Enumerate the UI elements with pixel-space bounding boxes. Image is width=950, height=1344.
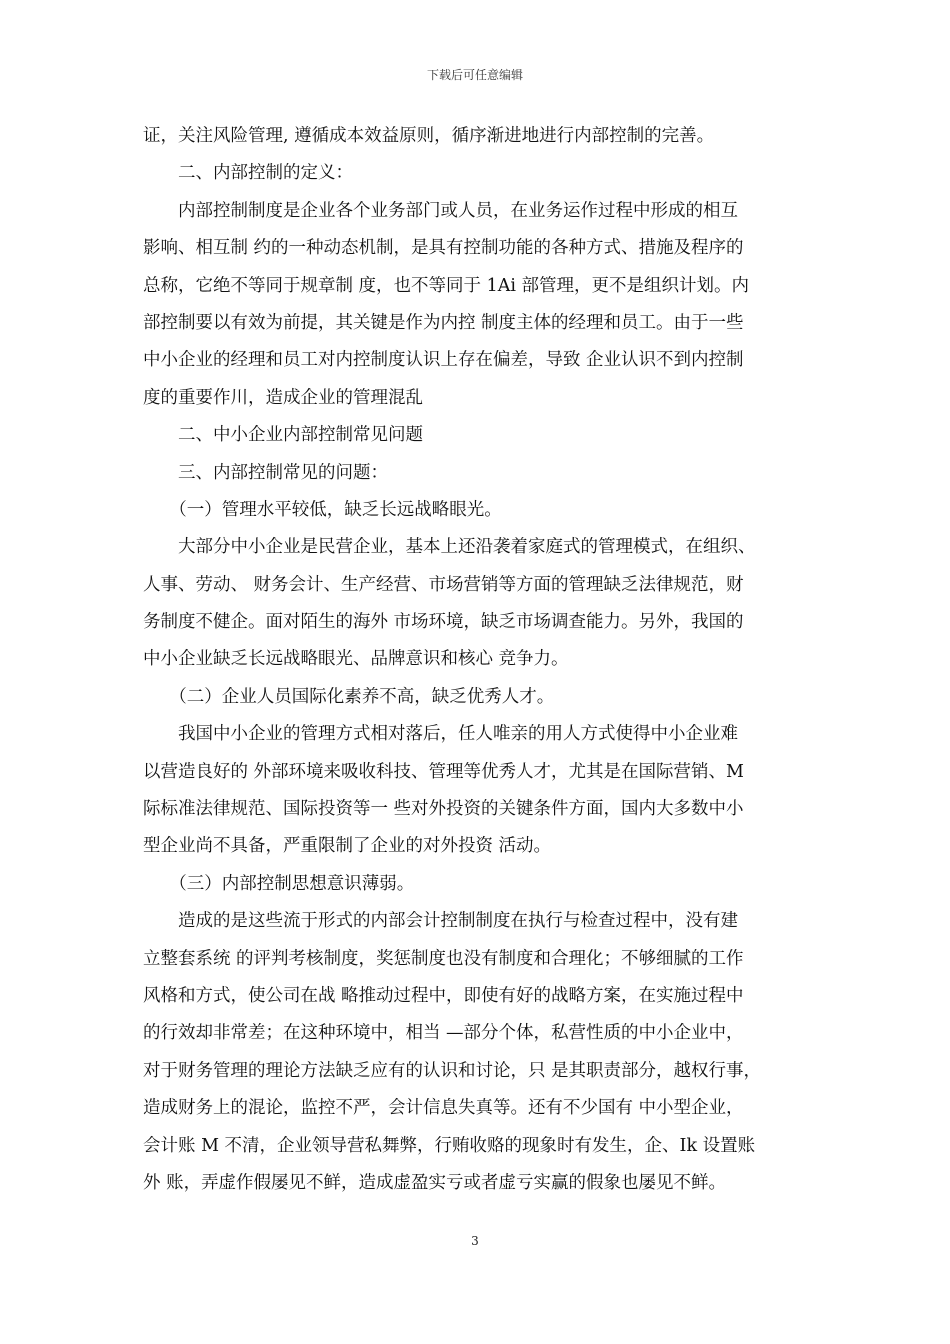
text-line: 总称，它绝不等同于规章制 度，也不等同于 1Ai 部管理，更不是组织计划。内 <box>143 275 750 296</box>
text-line: 内部控制制度是企业各个业务部门或人员，在业务运作过程中形成的相互 <box>143 200 738 221</box>
page-number: 3 <box>471 1234 479 1248</box>
text-line: 人事、劳动、 财务会计、生产经营、市场营销等方面的管理缺乏法律规范，财 <box>143 574 744 595</box>
text-line: 对于财务管理的理论方法缺乏应有的认识和讨论，只 是其职责部分，越权行事， <box>143 1060 762 1081</box>
text-line: 的行效却非常差；在这种环境中，相当 —部分个体，私营性质的中小企业中， <box>143 1023 744 1044</box>
text-line: 外 账，弄虚作假屡见不鲜，造成虚盈实亏或者虚亏实赢的假象也屡见不鲜。 <box>143 1172 727 1193</box>
text-line: 三、内部控制常见的问题： <box>143 462 388 483</box>
text-line: 证，关注风险管理, 遵循成本效益原则，循序渐进地进行内部控制的完善。 <box>143 126 715 146</box>
text-line: 务制度不健企。面对陌生的海外 市场环境，缺乏市场调查能力。另外，我国的 <box>143 612 744 633</box>
page-header: 下载后可任意编辑 <box>426 68 523 82</box>
text-line: 际标准法律规范、国际投资等一 些对外投资的关键条件方面，国内大多数中小 <box>143 799 744 820</box>
text-line: 立整套系统 的评判考核制度，奖惩制度也没有制度和合理化；不够细腻的工作 <box>143 948 744 969</box>
text-line: （二）企业人员国际化素养不高，缺乏优秀人才。 <box>143 686 555 707</box>
text-line: 我国中小企业的管理方式相对落后，任人唯亲的用人方式使得中小企业难 <box>143 724 738 745</box>
text-line: 以营造良好的 外部环境来吸收科技、管理等优秀人才，尤其是在国际营销、M <box>143 761 744 782</box>
text-line: 中小企业的经理和员工对内控制度认识上存在偏差，导致 企业认识不到内控制 <box>143 350 744 371</box>
text-line: 中小企业缺乏长远战略眼光、品牌意识和核心 竞争力。 <box>143 649 569 670</box>
text-line: 影响、相互制 约的一种动态机制，是具有控制功能的各种方式、措施及程序的 <box>143 238 744 259</box>
text-line: 型企业尚不具备，严重限制了企业的对外投资 活动。 <box>143 836 552 857</box>
text-line: 二、中小企业内部控制常见问题 <box>143 425 423 446</box>
body-text <box>143 118 823 1202</box>
text-line: 二、内部控制的定义： <box>143 163 353 184</box>
text-line: 风格和方式，使公司在战 略推动过程中，即使有好的战略方案，在实施过程中 <box>143 985 744 1006</box>
text-line: 大部分中小企业是民营企业，基本上还沿袭着家庭式的管理模式，在组织、 <box>143 537 756 558</box>
text-line: 部控制要以有效为前提，其关键是作为内控 制度主体的经理和员工。由于一些 <box>143 312 744 333</box>
text-line: 度的重要作川，造成企业的管理混乱 <box>143 387 423 408</box>
text-line: 造成的是这些流于形式的内部会计控制制度在执行与检查过程中，没有建 <box>143 911 738 932</box>
text-line: 会计账 M 不清，企业领导营私舞弊，行贿收赂的现象时有发生，企、Ik 设置账 <box>143 1135 756 1156</box>
text-line: （三）内部控制思想意识薄弱。 <box>143 873 415 894</box>
text-line: 造成财务上的混论，监控不严，会计信息失真等。还有不少国有 中小型企业， <box>143 1098 744 1119</box>
text-line: （一）管理水平较低，缺乏长远战略眼光。 <box>143 499 502 520</box>
